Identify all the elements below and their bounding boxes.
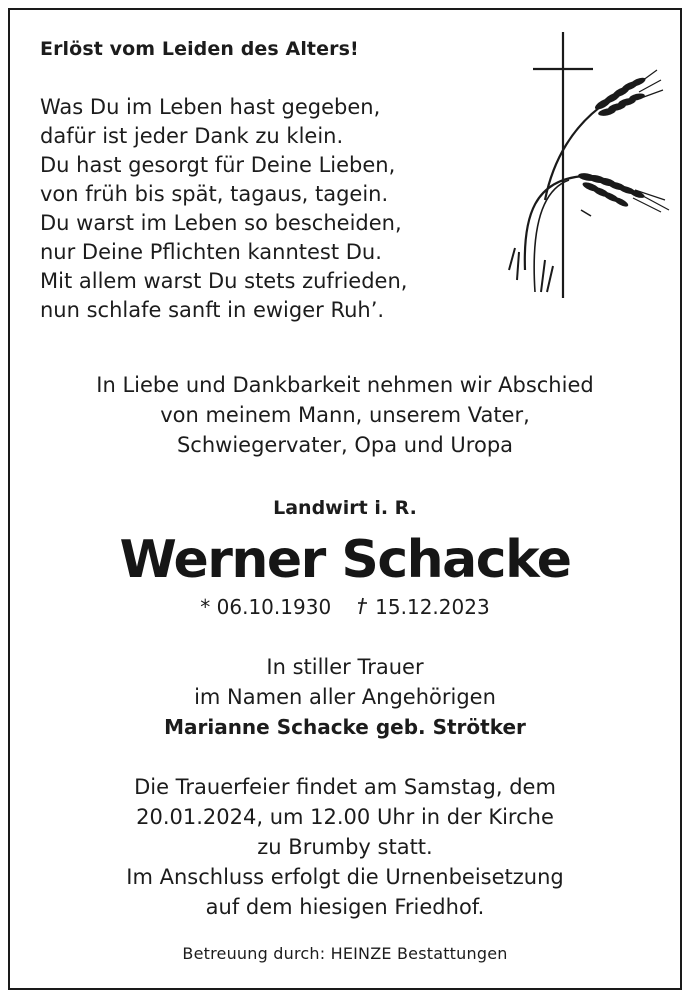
dagger-cross-icon <box>355 597 369 615</box>
death-date: 15.12.2023 <box>375 595 490 619</box>
poem-line: nun schlafe sanft in ewiger Ruh’. <box>40 298 385 322</box>
service-line: auf dem hiesigen Friedhof. <box>205 895 485 919</box>
heading: Erlöst vom Leiden des Alters! <box>40 38 359 60</box>
service-line: 20.01.2024, um 12.00 Uhr in der Kirche <box>136 805 554 829</box>
poem-line: von früh bis spät, tagaus, tagein. <box>40 182 389 206</box>
intro-line: In Liebe und Dankbarkeit nehmen wir Abschied <box>96 373 594 397</box>
service-line: zu Brumby statt. <box>257 835 433 859</box>
poem <box>40 93 490 325</box>
poem-line: dafür ist jeder Dank zu klein. <box>40 124 344 148</box>
cross-with-wheat-icon <box>495 30 675 302</box>
intro-line: von meinem Mann, unserem Vater, <box>160 403 530 427</box>
poem-line: Was Du im Leben hast gegeben, <box>40 95 381 119</box>
birth-date: * 06.10.1930 <box>200 595 332 619</box>
poem-line: Du hast gesorgt für Deine Lieben, <box>40 153 396 177</box>
mourner-name: Marianne Schacke geb. Strötker <box>164 715 526 739</box>
farewell-intro <box>8 370 682 460</box>
undertaker-credit: Betreuung durch: HEINZE Bestattungen <box>182 944 508 963</box>
mourning-line: In stiller Trauer <box>266 655 424 679</box>
mourning-section <box>8 652 682 742</box>
poem-line: Du warst im Leben so bescheiden, <box>40 211 402 235</box>
occupation: Landwirt i. R. <box>273 497 417 519</box>
poem-line: Mit allem warst Du stets zufrieden, <box>40 269 408 293</box>
poem-line: nur Deine Pflichten kanntest Du. <box>40 240 382 264</box>
mourning-line: im Namen aller Angehörigen <box>194 685 496 709</box>
service-line: Im Anschluss erfolgt die Urnenbeisetzung <box>126 865 564 889</box>
intro-line: Schwiegervater, Opa und Uropa <box>176 433 514 457</box>
life-dates <box>8 593 682 621</box>
funeral-service-info <box>8 772 682 922</box>
service-line: Die Trauerfeier findet am Samstag, dem <box>134 775 556 799</box>
deceased-name: Werner Schacke <box>119 530 571 590</box>
